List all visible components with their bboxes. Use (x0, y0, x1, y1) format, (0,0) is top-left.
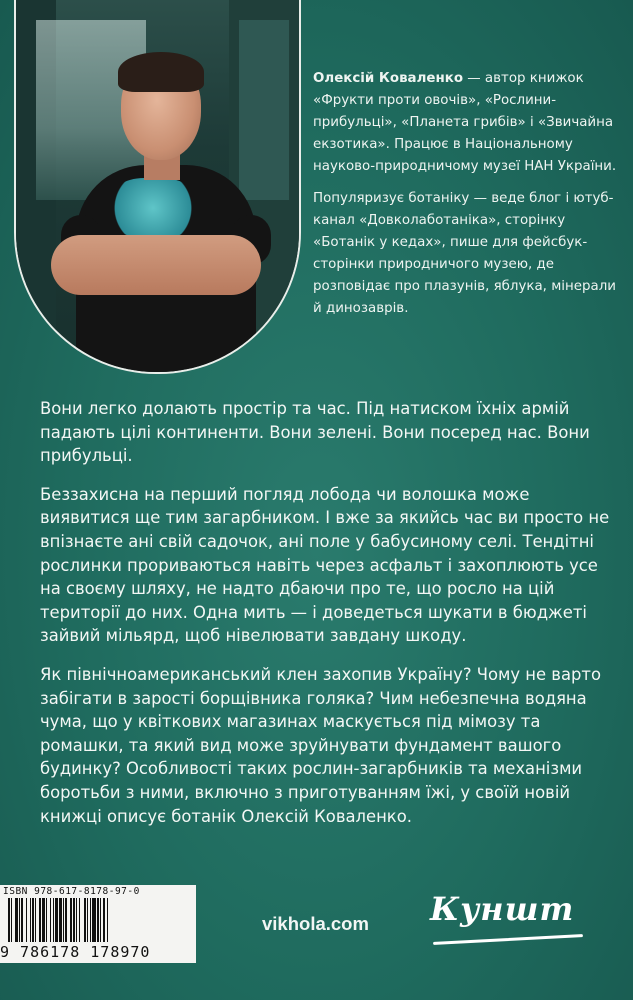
author-hair (118, 52, 204, 92)
author-name: Олексій Коваленко (313, 71, 464, 86)
barcode-bars (8, 898, 192, 942)
bio-paragraph-1 (313, 68, 618, 178)
isbn-barcode (0, 885, 196, 963)
publisher-logo: Куншт (430, 890, 575, 928)
barcode-stripe (108, 898, 109, 942)
bio-paragraph-1-text: — автор книжок «Фрукти проти овочів», «Рослини-прибульці», «Планета грибів» і «Звичайна екзотика». Працює в Національному науково-природничому музеї НАН України. (313, 71, 617, 174)
tshirt-print (108, 178, 198, 238)
logo-swoosh (433, 934, 583, 945)
publisher-website: vikhola.com (262, 913, 369, 934)
barcode-digits: 9 786178 178970 (0, 943, 151, 961)
isbn-number: ISBN 978-617-8178-97-0 (3, 886, 140, 897)
author-bio (313, 68, 618, 330)
blurb-paragraph-3: Як північноамериканський клен захопив Україну? Чому не варто забігати в зарості борщівника голяка? Чим небезпечна водяна чума, що у квіткових магазинах маскується під мімозу та ромашки, та який вид може зруйнувати фундамент вашого будинку? Особливості таких рослин-загарбників та механізми боротьби з ними, включно з приготуванням їжі, у своїй новій книжці описує ботанік Олексій Коваленко. (40, 664, 601, 826)
bio-paragraph-2: Популяризує ботаніку — веде блог і ютуб-канал «Довколаботаніка», сторінку «Ботанік у кедах», пише для фейсбук-сторінки природничого музею, де розповідає про плазунів, яблука, мінерали й динозаврів. (313, 191, 616, 316)
blurb-paragraph-2: Беззахисна на перший погляд лобода чи волошка може виявитися ще тим загарбником. І вже за якийсь час ви просто не впізнаєте ані свій садочок, ані поле у бабусиному селі. Тендітні рослинки прориваються навіть через асфальт і захоплюють усе на своєму шляху, не надто дбаючи про те, що росло на цій території до них. Одна мить — і доведеться шукати в бюджеті зайвий мільярд, щоб нівелювати завдану шкоду. (40, 484, 610, 646)
blurb-paragraph-1: Вони легко долають простір та час. Під натиском їхніх армій падають цілі континенти. Вони зелені. Вони посеред нас. Вони прибульці. (40, 399, 590, 466)
crossed-arms (51, 235, 261, 295)
book-blurb (40, 397, 612, 843)
author-photo (14, 0, 301, 374)
